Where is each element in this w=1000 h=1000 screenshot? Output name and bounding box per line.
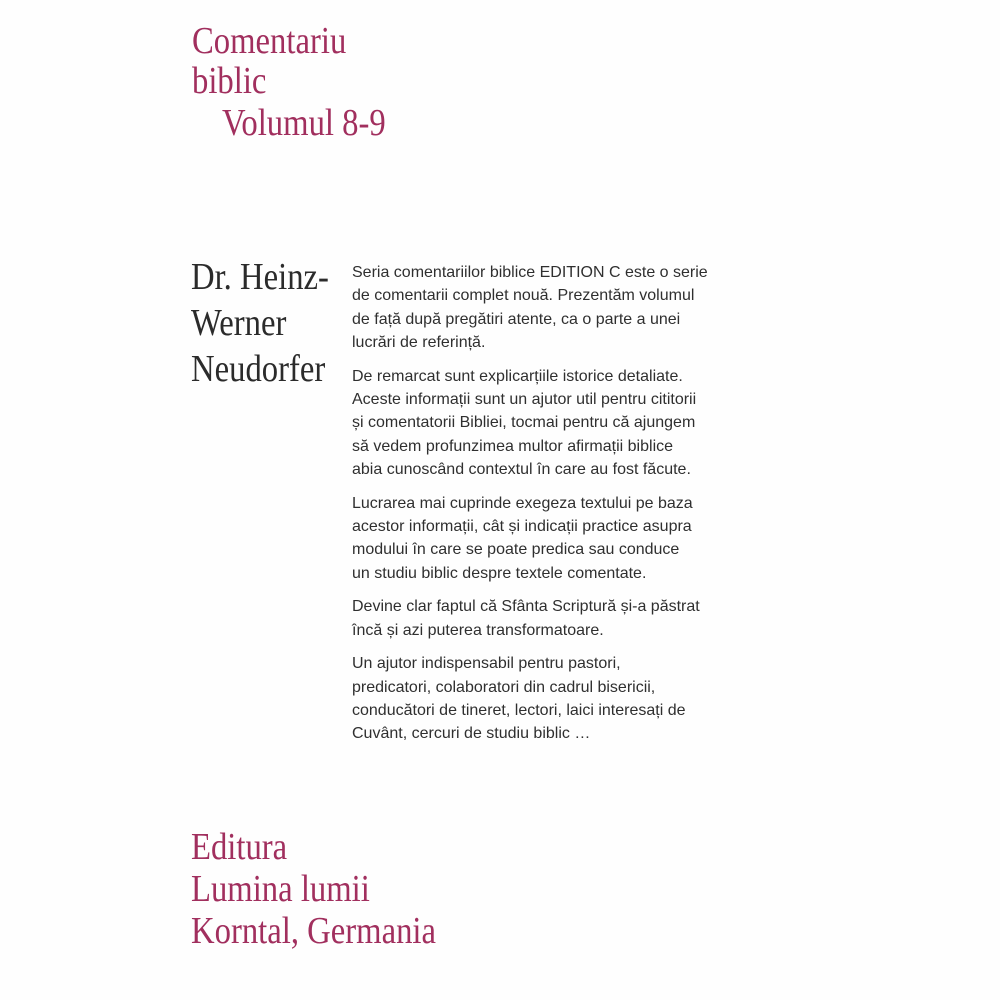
- text-line: un studiu biblic despre textele comentate.: [352, 564, 647, 582]
- publisher-line-3: Korntal, Germania: [191, 910, 437, 952]
- text-line: Aceste informații sunt un ajutor util pentru cititorii: [352, 391, 697, 409]
- publisher-line-2: Lumina lumii: [191, 868, 370, 910]
- text-line: lucrări de referință.: [352, 334, 486, 352]
- text-line: Cuvânt, cercuri de studiu biblic …: [352, 725, 591, 743]
- description-paragraph: [352, 365, 792, 482]
- text-line: Lucrarea mai cuprinde exegeza textului pe baza: [352, 494, 693, 512]
- text-line: acestor informații, cât și indicații practice asupra: [352, 518, 692, 536]
- description-paragraph: [352, 492, 792, 586]
- text-line: predicatori, colaboratori din cadrul bisericii,: [352, 678, 656, 696]
- author-line-2: Werner: [191, 302, 287, 344]
- text-line: Devine clar faptul că Sfânta Scriptură și-a păstrat: [352, 598, 700, 616]
- description-text: [352, 261, 792, 756]
- series-title-line-2: biblic: [192, 60, 267, 102]
- text-line: Un ajutor indispensabil pentru pastori,: [352, 655, 621, 673]
- description-paragraph: [352, 595, 792, 642]
- text-line: conducători de tineret, lectori, laici interesați de: [352, 701, 686, 719]
- series-title-line-1: Comentariu: [192, 20, 347, 62]
- author-line-3: Neudorfer: [191, 348, 326, 390]
- text-line: abia cunoscând contextul în care au fost făcute.: [352, 461, 691, 479]
- description-paragraph: [352, 261, 792, 355]
- volume-label: Volumul 8-9: [222, 102, 386, 144]
- text-line: de față după pregătiri atente, ca o parte a unei: [352, 310, 681, 328]
- publisher-line-1: Editura: [191, 826, 288, 868]
- text-line: De remarcat sunt explicarțiile istorice detaliate.: [352, 367, 683, 385]
- text-line: încă și azi puterea transformatoare.: [352, 621, 604, 639]
- text-line: Seria comentariilor biblice EDITION C este o serie: [352, 264, 708, 281]
- text-line: de comentarii complet nouă. Prezentăm volumul: [352, 287, 695, 305]
- text-line: să vedem profunzimea multor afirmații biblice: [352, 437, 674, 455]
- author-line-1: Dr. Heinz-: [191, 256, 329, 298]
- text-line: și comentatorii Bibliei, tocmai pentru că ajungem: [352, 414, 696, 432]
- text-line: modului în care se poate predica sau conduce: [352, 541, 680, 559]
- description-paragraph: [352, 652, 792, 746]
